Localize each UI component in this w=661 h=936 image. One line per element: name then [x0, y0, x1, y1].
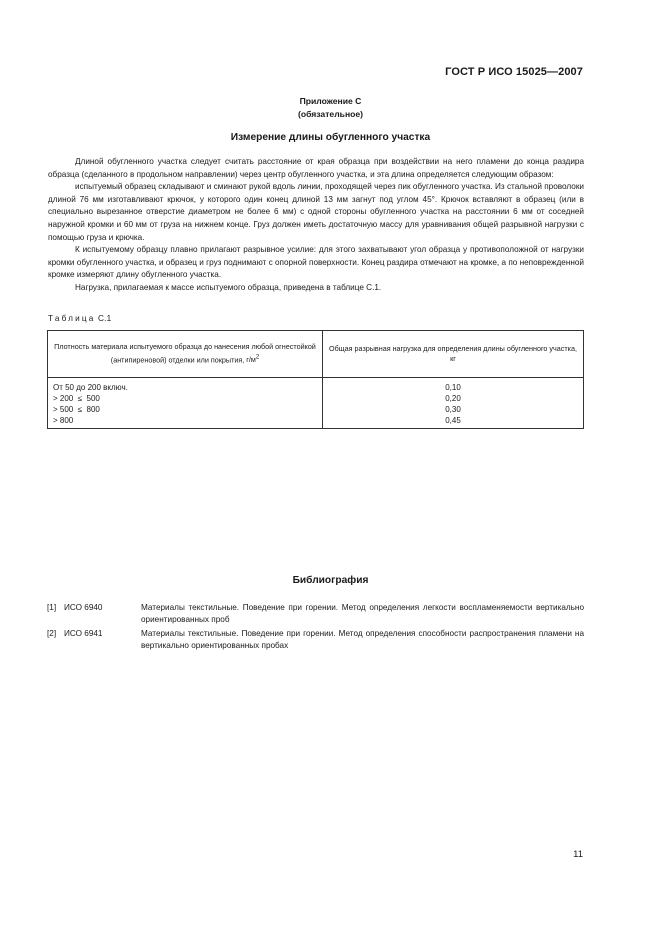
load-table — [47, 330, 584, 429]
table-row — [48, 393, 584, 404]
annex-heading — [0, 95, 661, 121]
bibliography-code: ИСО 6941 — [64, 628, 103, 638]
page-number: 11 — [573, 849, 583, 860]
table-header-density — [48, 331, 323, 378]
table-cell-density: > 800 — [48, 415, 323, 429]
paragraph: испытуемый образец складывают и сминают рукой вдоль линии, проходящей через пик обугленного участка. Из стальной проволоки длиной 76 мм изготавливают крючок, у которого один конец длиной 13 мм загнут под углом 45°. Крючок вставляют в образец (или в специально вырезанное отверстие диаметром не более 6 мм) с одной стороны обугленного участка на расстоянии 6 мм от соседней наружной кромки и 60 мм от груза на нижнем конце. Груз должен иметь достаточную массу для уравнивания общей разрывной нагрузки с помощью груза и крючка. — [48, 182, 584, 242]
bibliography-text: Материалы текстильные. Поведение при горении. Метод определения способности распространения пламени на вертикально ориентированных пробах — [141, 628, 584, 651]
table-cell-load: 0,10 — [323, 378, 584, 394]
body-text — [48, 156, 584, 295]
paragraph: Длиной обугленного участка следует считать расстояние от края образца при воздействии на него пламени до конца раздира образца (сделанного в продольном направлении) через центр обугленного участка, и эта длина определяется следующим образом: — [48, 157, 584, 179]
table-row — [48, 415, 584, 429]
table-label-number: С.1 — [98, 314, 112, 323]
section-title: Измерение длины обугленного участка — [230, 132, 431, 143]
table-cell-load: 0,20 — [323, 393, 584, 404]
table-cell-density: > 500 ≤ 800 — [48, 404, 323, 415]
annex-title: Приложение С — [299, 96, 362, 106]
table-label — [48, 314, 111, 323]
paragraph: К испытуемому образцу плавно прилагают разрывное усилие: для этого захватывают угол образца у противоположной от нагрузки кромки обугленного участка, и образец и груз поднимают с опорной поверхности. Конец раздира отмечают на кромке, а по неповрежденной кромке измеряют длину обугленного участка. — [48, 245, 584, 280]
table-header-row — [48, 331, 584, 378]
bibliography-item — [47, 628, 584, 653]
bibliography-code: ИСО 6940 — [64, 603, 103, 612]
bibliography-text: Материалы текстильные. Поведение при горении. Метод определения легкости воспламеняемости вертикально ориентированных проб — [141, 603, 584, 625]
document-code: ГОСТ Р ИСО 15025—2007 — [445, 66, 583, 78]
table-row — [48, 404, 584, 415]
density-header-unit: $г/м^2$ — [246, 354, 260, 365]
density-header-text: Плотность материала испытуемого образца до нанесения любой огнестойкой (антипиреновой) отделки или покрытия, — [54, 342, 316, 365]
bibliography-number: [1] — [47, 603, 57, 612]
table-header-load: Общая разрывная нагрузка для определения длины обугленного участка, кг — [323, 331, 584, 378]
bibliography-list — [47, 602, 584, 654]
bibliography-title: Библиография — [292, 575, 369, 586]
bibliography-item — [47, 602, 584, 627]
table-cell-load: 0,30 — [323, 404, 584, 415]
annex-status: (обязательное) — [297, 109, 364, 119]
table-cell-density: > 200 ≤ 500 — [48, 393, 323, 404]
bibliography-number: [2] — [47, 628, 57, 638]
paragraph: Нагрузка, прилагаемая к массе испытуемого образца, приведена в таблице С.1. — [75, 282, 382, 292]
table-row — [48, 378, 584, 394]
table-cell-density: От 50 до 200 включ. — [48, 378, 323, 394]
table-label-prefix: Таблица — [48, 314, 96, 323]
table-cell-load: 0,45 — [323, 415, 584, 429]
